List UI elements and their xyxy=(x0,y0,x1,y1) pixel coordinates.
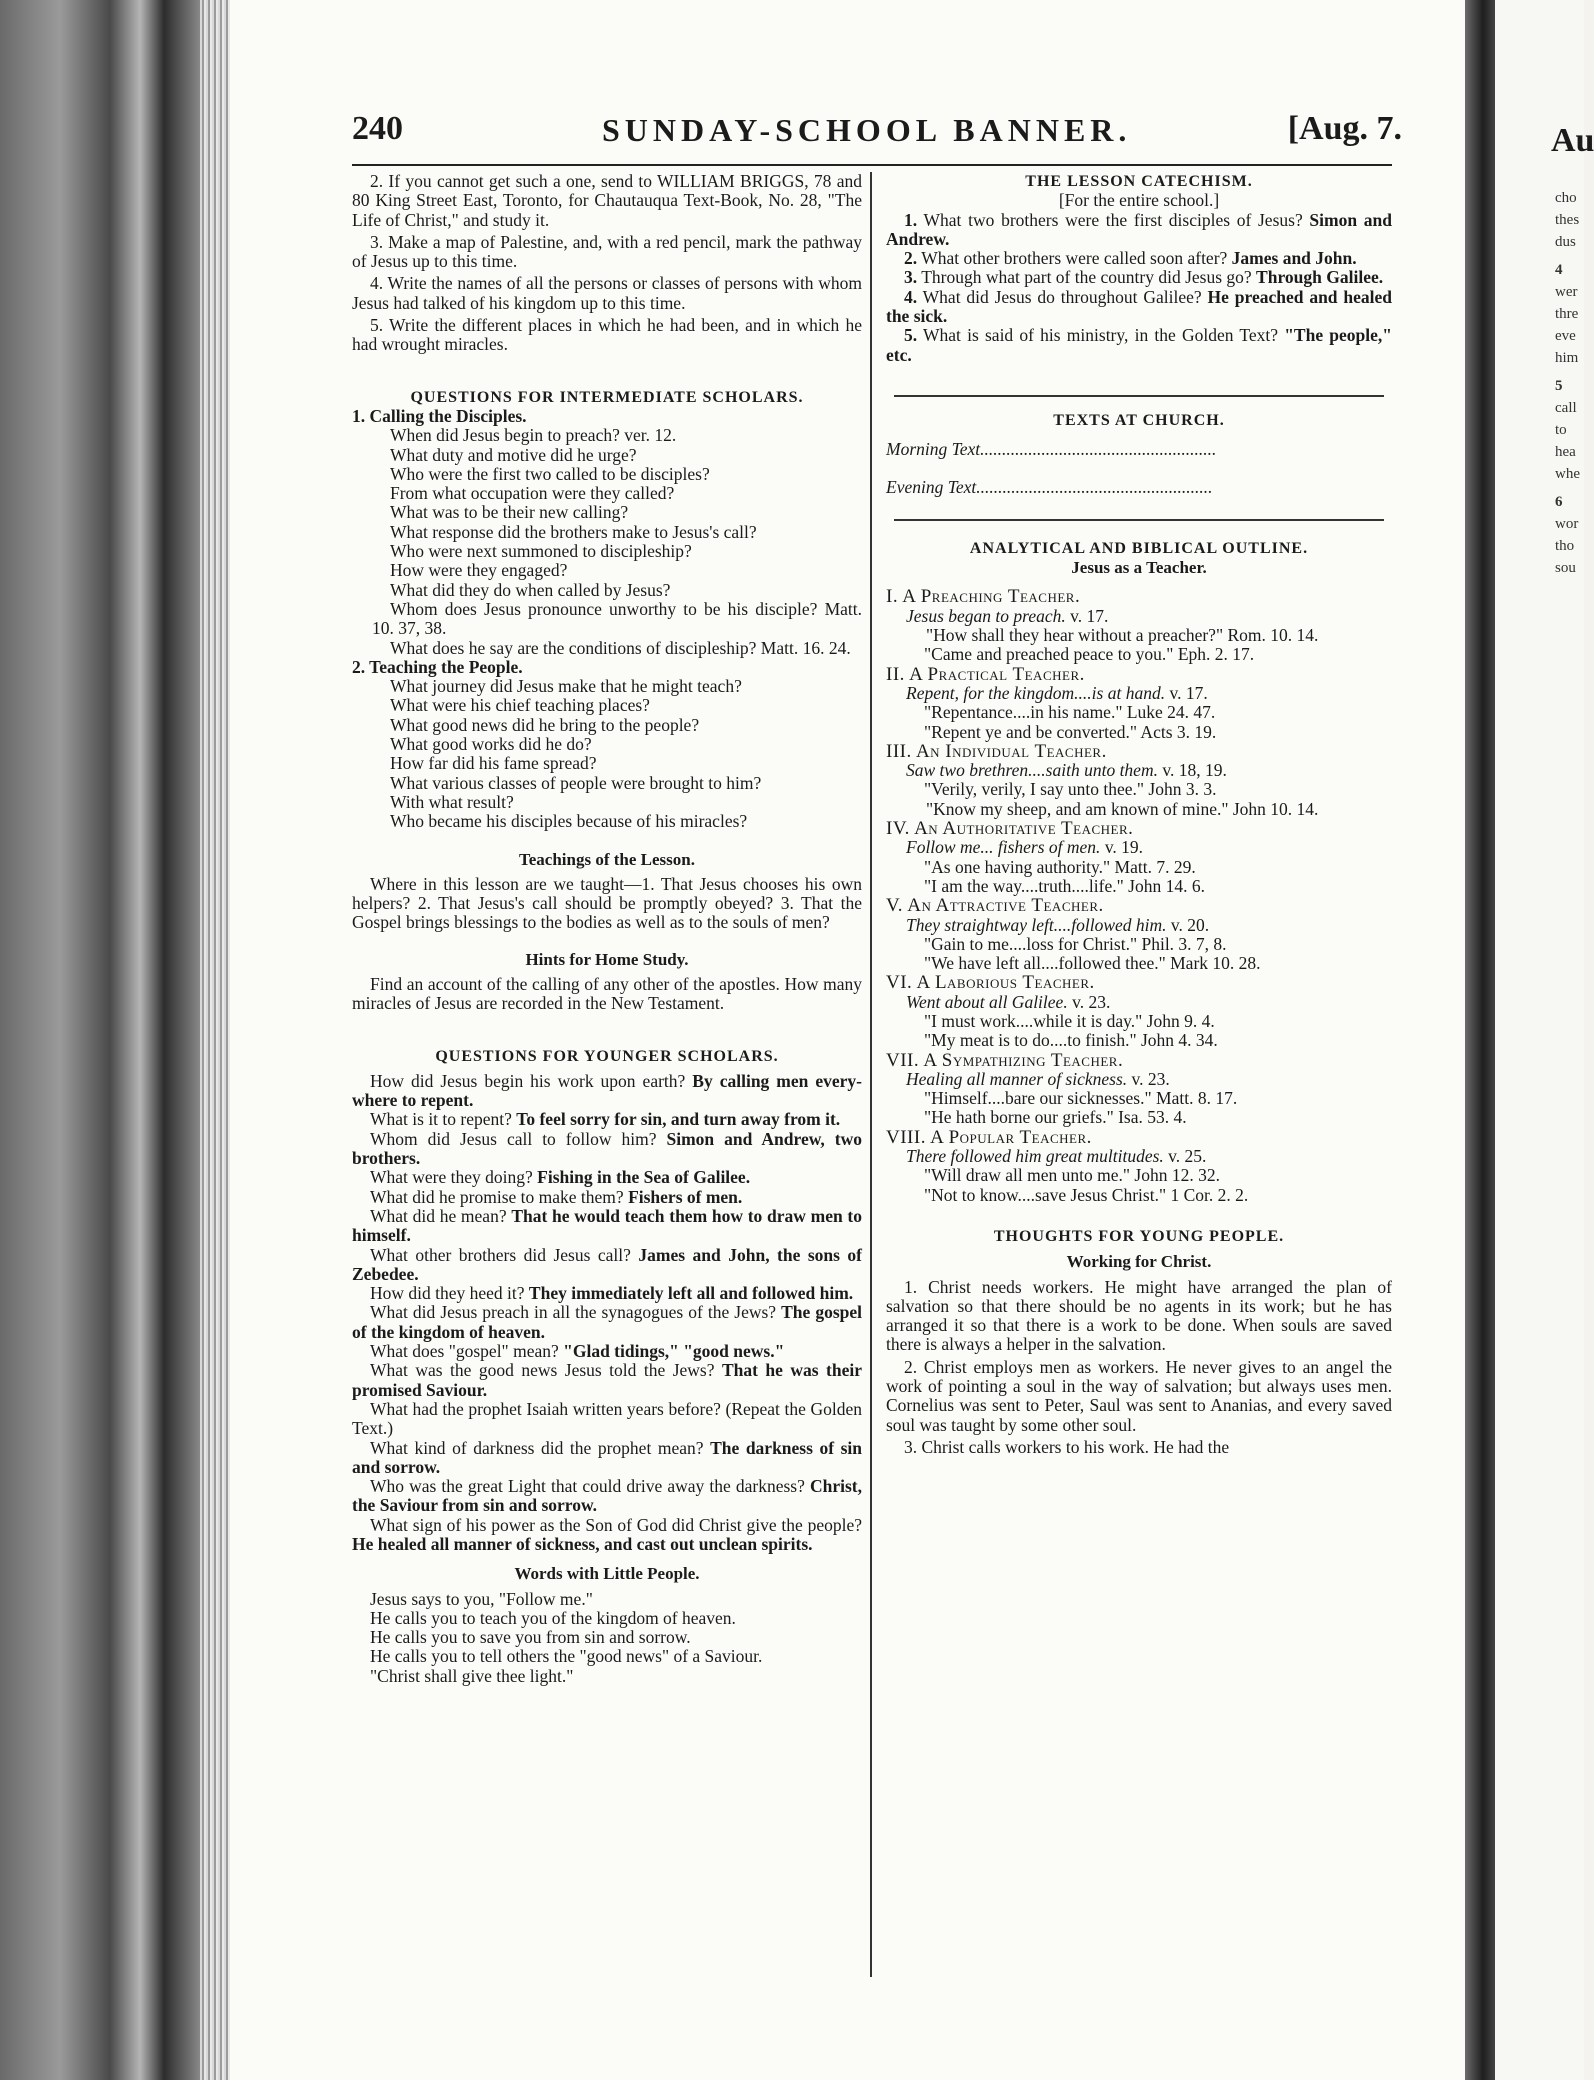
next-page-fragment: thes xyxy=(1555,212,1580,228)
catechism-item xyxy=(886,288,1392,327)
morning-text-line xyxy=(886,440,1392,459)
question: How did they heed it? xyxy=(370,1283,525,1304)
quote: "Came and preached peace to you." Eph. 2. 17. xyxy=(924,644,1255,665)
next-page-fragment: 5 xyxy=(1555,378,1563,394)
quote: "Know my sheep, and am known of mine." John 10. 14. xyxy=(926,798,1319,819)
thoughts-paragraph: 2. Christ employs men as workers. He never gives to an angel the work of pointing a soul in the way of salvation; but always uses men. Cornelius was sent to Peter, Saul was sent to Ananias, and every saved soul was taught by some other soul. xyxy=(886,1356,1392,1435)
catechism-subtitle: [For the entire school.] xyxy=(1058,190,1220,211)
little-people-line: He calls you to save you from sin and sorrow. xyxy=(370,1627,691,1648)
study-instruction: 2. If you cannot get such a one, send to WILLIAM BRIGGS, 78 and 80 King Street East, Toronto, for Chautauqua Text-Book, No. 28, "The Life of Christ," and study it. xyxy=(352,171,862,230)
next-page-header: Au xyxy=(1551,122,1594,159)
question: What response did the brothers make to Jesus's call? xyxy=(390,521,757,542)
question: What other brothers were called soon after? xyxy=(921,248,1228,269)
outline-subtitle: Jesus as a Teacher. xyxy=(1071,558,1207,578)
intermediate-questions-heading: QUESTIONS FOR INTERMEDIATE SCHOLARS. xyxy=(410,388,804,406)
outline-text: Jesus began to preach. xyxy=(906,605,1066,626)
outline-text: Repent, for the kingdom....is at hand. xyxy=(906,682,1166,703)
page-edges xyxy=(200,0,230,2080)
question: What did he mean? xyxy=(370,1205,507,1226)
question: What various classes of people were brought to him? xyxy=(390,772,762,793)
next-page-fragment: hea xyxy=(1555,444,1576,460)
qa-item xyxy=(352,1168,862,1187)
question: What did he promise to make them? xyxy=(370,1186,624,1207)
outline-heading-line xyxy=(886,819,1392,838)
section-heading: 2. Teaching the People. xyxy=(352,656,523,677)
roman-numeral: VIII. xyxy=(886,1126,926,1148)
little-people-line: He calls you to teach you of the kingdom of heaven. xyxy=(370,1607,736,1628)
answer: Christ, the Saviour from sin and sorrow. xyxy=(352,1476,862,1516)
quote: "He hath borne our griefs." Isa. 53. 4. xyxy=(924,1107,1187,1128)
question-list xyxy=(352,426,862,658)
answer: He healed all manner of sickness, and cast out unclean spirits. xyxy=(352,1534,813,1554)
qa-item xyxy=(352,1207,862,1246)
question: With what result? xyxy=(390,791,514,812)
question: From what occupation were they called? xyxy=(390,483,675,504)
outline-heading-line xyxy=(886,665,1392,684)
outline-title: An Individual Teacher. xyxy=(915,740,1107,762)
question: How were they engaged? xyxy=(390,560,568,581)
next-page-fragment: call xyxy=(1555,400,1577,416)
outline-title: A Sympathizing Teacher. xyxy=(923,1049,1124,1071)
question: When did Jesus begin to preach? ver. 12. xyxy=(390,425,677,446)
question: Whom did Jesus call to follow him? xyxy=(370,1128,657,1149)
evening-text-label: Evening Text xyxy=(886,476,977,497)
quote: "Repent ye and be converted." Acts 3. 19. xyxy=(924,721,1217,742)
roman-numeral: VII. xyxy=(886,1049,920,1071)
fill-line: ...................................................... xyxy=(980,439,1217,460)
question: What does "gospel" mean? xyxy=(370,1341,559,1362)
outline-text: Follow me... fishers of men. xyxy=(906,837,1101,858)
outline-title: An Authoritative Teacher. xyxy=(914,818,1134,840)
question: How did Jesus begin his work upon earth? xyxy=(370,1070,686,1091)
outline-title: A Preaching Teacher. xyxy=(902,586,1081,608)
answer: He preached and healed the sick. xyxy=(886,286,1392,327)
little-people-line: Jesus says to you, "Follow me." xyxy=(370,1588,593,1609)
outline-title: A Practical Teacher. xyxy=(909,663,1085,685)
outline-section xyxy=(886,896,1392,973)
next-page-fragment: him xyxy=(1555,350,1579,366)
teachings-text: Where in this lesson are we taught—1. That Jesus chooses his own helpers? 2. That Jesus's call should be promptly obeyed? 3. That the Gospel brings blessings to the bodies as well as to the souls of men? xyxy=(352,873,862,933)
question: Who was the great Light that could drive away the darkness? xyxy=(370,1476,805,1497)
issue-date: [Aug. 7. xyxy=(1287,110,1402,147)
qa-item xyxy=(352,1246,862,1285)
question: What journey did Jesus make that he might teach? xyxy=(390,676,742,697)
roman-numeral: III. xyxy=(886,740,912,762)
outline-title: A Popular Teacher. xyxy=(930,1126,1092,1148)
outline-heading-line xyxy=(886,973,1392,992)
question: What did they do when called by Jesus? xyxy=(390,579,671,600)
outline-text: They straightway left....followed him. xyxy=(906,914,1167,935)
left-column xyxy=(352,172,862,1686)
answer: They immediately left all and followed him. xyxy=(528,1283,854,1304)
next-page-fragment: tho xyxy=(1555,538,1575,554)
next-page-edge xyxy=(1495,0,1594,2080)
answer: By calling men every-where to repent. xyxy=(352,1070,862,1111)
item-number: 2. xyxy=(904,248,918,269)
question: What is it to repent? xyxy=(370,1109,512,1130)
item-number: 1. xyxy=(904,209,918,230)
catechism-item xyxy=(886,249,1392,268)
thoughts-subtitle: Working for Christ. xyxy=(1066,1252,1212,1272)
page-number: 240 xyxy=(352,110,403,147)
catechism-item xyxy=(886,268,1392,287)
next-page-fragment: 4 xyxy=(1555,262,1563,278)
next-page-fragment: cho xyxy=(1555,190,1577,206)
verse-ref: v. 23. xyxy=(1072,991,1111,1012)
quote: "We have left all....followed thee." Mark 10. 28. xyxy=(924,953,1261,974)
texts-at-church-heading: TEXTS AT CHURCH. xyxy=(1053,411,1225,429)
question: What is said of his ministry, in the Golden Text? xyxy=(923,325,1278,346)
thoughts-heading: THOUGHTS FOR YOUNG PEOPLE. xyxy=(993,1227,1285,1245)
hints-text: Find an account of the calling of any other of the apostles. How many miracles of Jesus are recorded in the New Testament. xyxy=(352,973,862,1014)
catechism-item xyxy=(886,326,1392,365)
question: Who were the first two called to be disciples? xyxy=(390,463,710,484)
qa-item xyxy=(352,1284,862,1303)
answer: "Glad tidings," "good news." xyxy=(563,1341,785,1362)
qa-item xyxy=(352,1072,862,1111)
question: What other brothers did Jesus call? xyxy=(370,1244,631,1265)
question: What good works did he do? xyxy=(390,734,592,755)
page-header xyxy=(352,110,1402,160)
outline-heading-line xyxy=(886,896,1392,915)
answer: "The people," etc. xyxy=(886,325,1393,365)
column-divider xyxy=(870,172,872,1977)
outline-text: Went about all Galilee. xyxy=(906,991,1068,1012)
question: What good news did he bring to the people? xyxy=(390,714,700,735)
qa-item xyxy=(352,1516,862,1555)
fill-line: ...................................................... xyxy=(976,476,1213,497)
qa-item xyxy=(352,1130,862,1169)
qa-item xyxy=(352,1361,862,1400)
next-page-fragment: eve xyxy=(1555,328,1576,344)
question: What does he say are the conditions of discipleship? Matt. 16. 24. xyxy=(390,637,851,658)
question: Through what part of the country did Jesus go? xyxy=(921,267,1252,288)
outline-text: There followed him great multitudes. xyxy=(906,1146,1164,1167)
question: Whom does Jesus pronounce unworthy to be his disciple? Matt. 10. 37, 38. xyxy=(372,598,862,639)
roman-numeral: IV. xyxy=(886,818,910,840)
little-people-line: "Christ shall give thee light." xyxy=(370,1665,574,1686)
next-page-fragment: sou xyxy=(1555,560,1576,576)
question: What was the good news Jesus told the Jews? xyxy=(370,1360,715,1381)
study-instruction: 5. Write the different places in which he had been, and in which he had wrought miracles. xyxy=(352,315,862,355)
question: What had the prophet Isaiah written years before? (Repeat the Golden Text.) xyxy=(352,1398,862,1439)
answer: That he would teach them how to draw men to himself. xyxy=(352,1205,862,1246)
outline-section xyxy=(886,973,1392,1050)
roman-numeral: II. xyxy=(886,663,905,685)
quote: "Verily, verily, I say unto thee." John 3. 3. xyxy=(924,779,1217,800)
next-page-fragment: 6 xyxy=(1555,494,1563,510)
catechism-heading: THE LESSON CATECHISM. xyxy=(1025,173,1253,190)
header-rule xyxy=(352,164,1392,166)
question: What was to be their new calling? xyxy=(390,502,629,523)
verse-ref: v. 20. xyxy=(1170,914,1210,935)
thoughts-paragraph: 1. Christ needs workers. He might have arranged the plan of salvation so that there should be no agents in its work; but he has arranged it so that there is a work to be done. When souls are saved there is always a helper in the salvation. xyxy=(886,1276,1392,1355)
question: What two brothers were the first disciples of Jesus? xyxy=(923,209,1303,230)
next-page-fragment: wer xyxy=(1555,284,1578,300)
outline-section xyxy=(886,1051,1392,1128)
answer: Simon and Andrew. xyxy=(886,209,1392,249)
answer: James and John. xyxy=(1231,248,1357,269)
little-people-line: He calls you to tell others the "good news" of a Saviour. xyxy=(370,1646,763,1667)
outline-text: Saw two brethren....saith unto them. xyxy=(906,760,1158,781)
item-number: 5. xyxy=(904,325,918,346)
next-page-fragment: wor xyxy=(1555,516,1579,532)
right-column xyxy=(886,172,1392,1460)
little-people-heading: Words with Little People. xyxy=(514,1564,700,1584)
study-instruction: 3. Make a map of Palestine, and, with a red pencil, mark the pathway of Jesus up to this time. xyxy=(352,231,862,272)
quote: "Gain to me....loss for Christ." Phil. 3. 7, 8. xyxy=(924,933,1227,954)
answer: Fishers of men. xyxy=(628,1186,743,1207)
answer: James and John, the sons of Zebedee. xyxy=(352,1244,862,1284)
quote: "Repentance....in his name." Luke 24. 47. xyxy=(924,702,1216,723)
thoughts-paragraph: 3. Christ calls workers to his work. He had the xyxy=(904,1436,1230,1457)
morning-text-label: Morning Text xyxy=(886,439,981,460)
question: What sign of his power as the Son of God did Christ give the people? xyxy=(370,1514,862,1535)
roman-numeral: VI. xyxy=(886,972,913,994)
verse-ref: v. 25. xyxy=(1168,1146,1207,1167)
quote: "Not to know....save Jesus Christ." 1 Cor. 2. 2. xyxy=(924,1184,1249,1205)
quote: "Himself....bare our sicknesses." Matt. 8. 17. xyxy=(924,1088,1238,1109)
qa-item xyxy=(352,1303,862,1342)
question: What did Jesus preach in all the synagogues of the Jews? xyxy=(370,1302,777,1323)
answer: Through Galilee. xyxy=(1256,267,1384,288)
catechism-item xyxy=(886,211,1392,250)
roman-numeral: I. xyxy=(886,586,899,608)
question: What duty and motive did he urge? xyxy=(390,444,637,465)
outline-heading-line xyxy=(886,1128,1392,1147)
evening-text-line xyxy=(886,478,1392,497)
quote: "I must work....while it is day." John 9. 4. xyxy=(924,1010,1215,1031)
quote: "Will draw all men unto me." John 12. 32. xyxy=(924,1165,1220,1186)
quote: "My meat is to do....to finish." John 4. 34. xyxy=(924,1030,1218,1051)
quote: "How shall they hear without a preacher?" Rom. 10. 14. xyxy=(926,625,1319,646)
qa-item xyxy=(352,1439,862,1478)
running-title: SUNDAY-SCHOOL BANNER. xyxy=(602,112,1132,148)
item-number: 4. xyxy=(904,286,918,307)
outline-section xyxy=(886,665,1392,742)
section-heading: 1. Calling the Disciples. xyxy=(352,405,527,426)
answer: The gospel of the kingdom of heaven. xyxy=(352,1302,863,1342)
question: What kind of darkness did the prophet mean? xyxy=(370,1437,704,1458)
qa-item xyxy=(352,1188,862,1207)
outline-section xyxy=(886,587,1392,664)
next-page-fragment: dus xyxy=(1555,234,1576,250)
outline-section xyxy=(886,742,1392,819)
item-number: 3. xyxy=(904,267,918,288)
quote: "As one having authority." Matt. 7. 29. xyxy=(924,856,1196,877)
question: How far did his fame spread? xyxy=(390,753,597,774)
question: Who became his disciples because of his miracles? xyxy=(390,811,748,832)
outline-section xyxy=(886,1128,1392,1205)
outline-heading-line xyxy=(886,587,1392,606)
verse-ref: v. 17. xyxy=(1169,682,1208,703)
outline-heading-line xyxy=(886,1051,1392,1070)
answer: Simon and Andrew, two brothers. xyxy=(352,1128,862,1169)
next-page-fragment: thre xyxy=(1555,306,1579,322)
question: What were they doing? xyxy=(370,1167,533,1188)
question-list xyxy=(352,677,862,831)
outline-text: Healing all manner of sickness. xyxy=(906,1068,1128,1089)
qa-item xyxy=(352,1400,862,1439)
next-page-fragment: to xyxy=(1555,422,1567,438)
teachings-heading: Teachings of the Lesson. xyxy=(518,849,695,869)
verse-ref: v. 19. xyxy=(1104,837,1144,858)
roman-numeral: V. xyxy=(886,895,904,917)
qa-item xyxy=(352,1342,862,1361)
hints-heading: Hints for Home Study. xyxy=(525,949,689,969)
outline-heading-line xyxy=(886,742,1392,761)
answer: That he was their promised Saviour. xyxy=(352,1360,863,1400)
question: Who were next summoned to discipleship? xyxy=(390,541,692,562)
answer: The darkness of sin and sorrow. xyxy=(352,1437,863,1477)
book-gutter xyxy=(1465,0,1495,2080)
answer: Fishing in the Sea of Galilee. xyxy=(537,1167,751,1188)
answer: To feel sorry for sin, and turn away from it. xyxy=(516,1109,841,1130)
outline-heading: ANALYTICAL AND BIBLICAL OUTLINE. xyxy=(969,539,1309,557)
next-page-fragment: whe xyxy=(1555,466,1580,482)
outline-title: A Laborious Teacher. xyxy=(916,972,1095,994)
verse-ref: v. 18, 19. xyxy=(1162,760,1227,781)
outline-section xyxy=(886,819,1392,896)
qa-item xyxy=(352,1477,862,1516)
book-spine xyxy=(0,0,200,2080)
outline-title: An Attractive Teacher. xyxy=(907,895,1104,917)
verse-ref: v. 23. xyxy=(1131,1068,1170,1089)
younger-questions-heading: QUESTIONS FOR YOUNGER SCHOLARS. xyxy=(435,1047,779,1065)
study-instruction: 4. Write the names of all the persons or classes of persons with whom Jesus had talked of his kingdom up to this time. xyxy=(352,273,862,313)
qa-item xyxy=(352,1110,862,1129)
verse-ref: v. 17. xyxy=(1070,605,1109,626)
quote: "I am the way....truth....life." John 14. 6. xyxy=(924,875,1205,896)
question: What were his chief teaching places? xyxy=(390,695,650,716)
question: What did Jesus do throughout Galilee? xyxy=(922,286,1202,307)
